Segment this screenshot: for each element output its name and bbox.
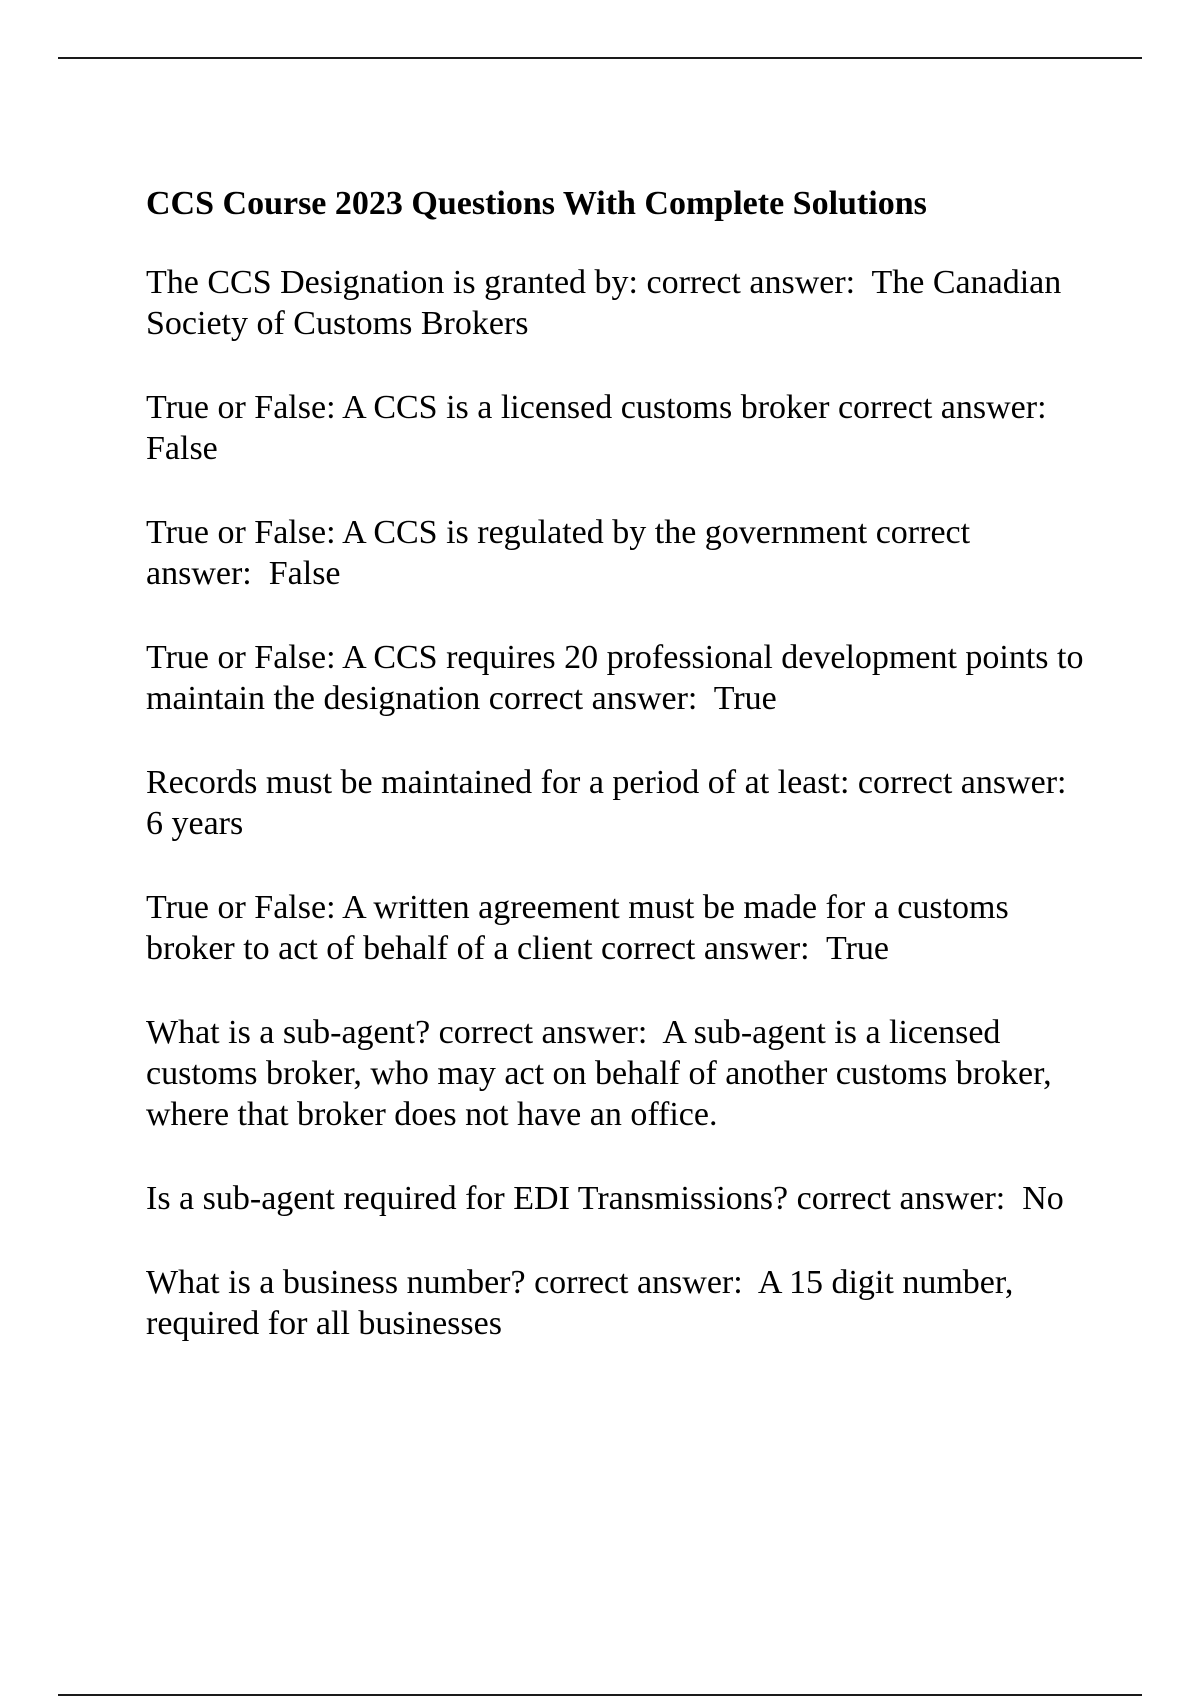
question-text: True or False: A CCS is regulated by the government: [146, 514, 868, 551]
answer-label: correct answer:: [146, 514, 971, 592]
answer-text: A sub-agent is a licensed customs broker, who may act on behalf of another customs broker, where that broker does not have an office.: [146, 1014, 1052, 1133]
answer-text: No: [1022, 1180, 1064, 1217]
qa-item: [146, 1262, 1086, 1344]
document-body: [146, 182, 1086, 1387]
question-text: What is a business number?: [146, 1264, 526, 1301]
qa-item: [146, 1012, 1086, 1135]
answer-text: False: [146, 430, 218, 467]
top-rule: [58, 57, 1142, 59]
answer-label: correct answer:: [646, 264, 856, 301]
answer-text: A 15 digit number, required for all businesses: [146, 1264, 1014, 1342]
document-title: CCS Course 2023 Questions With Complete Solutions: [146, 185, 927, 222]
question-text: The CCS Designation is granted by:: [146, 264, 639, 301]
question-text: True or False: A CCS requires 20 professional development points to maintain the designation: [146, 639, 1084, 717]
answer-text: True: [713, 680, 777, 717]
answer-label: correct answer:: [796, 1180, 1006, 1217]
qa-item: [146, 387, 1086, 469]
answer-label: correct answer:: [857, 764, 1067, 801]
question-text: What is a sub-agent?: [146, 1014, 431, 1051]
qa-item: [146, 1178, 1086, 1219]
answer-label: correct answer:: [601, 930, 810, 967]
qa-item: [146, 262, 1086, 344]
question-text: Is a sub-agent required for EDI Transmissions?: [146, 1180, 789, 1217]
qa-item: [146, 762, 1086, 844]
question-text: Records must be maintained for a period of at least:: [146, 764, 850, 801]
answer-label: correct answer:: [534, 1264, 743, 1301]
answer-text: False: [268, 555, 341, 592]
answer-label: correct answer:: [438, 1014, 648, 1051]
qa-item: [146, 512, 1086, 594]
answer-text: The Canadian Society of Customs Brokers: [146, 264, 1062, 342]
answer-text: True: [826, 930, 890, 967]
question-text: True or False: A CCS is a licensed customs broker: [146, 389, 830, 426]
answer-label: correct answer:: [837, 389, 1047, 426]
qa-item: [146, 637, 1086, 719]
qa-item: [146, 887, 1086, 969]
question-text: True or False: A written agreement must be made for a customs broker to act of behalf of a client: [146, 889, 1009, 967]
answer-text: 6 years: [146, 805, 244, 842]
bottom-rule: [58, 1694, 1142, 1696]
answer-label: correct answer:: [488, 680, 698, 717]
